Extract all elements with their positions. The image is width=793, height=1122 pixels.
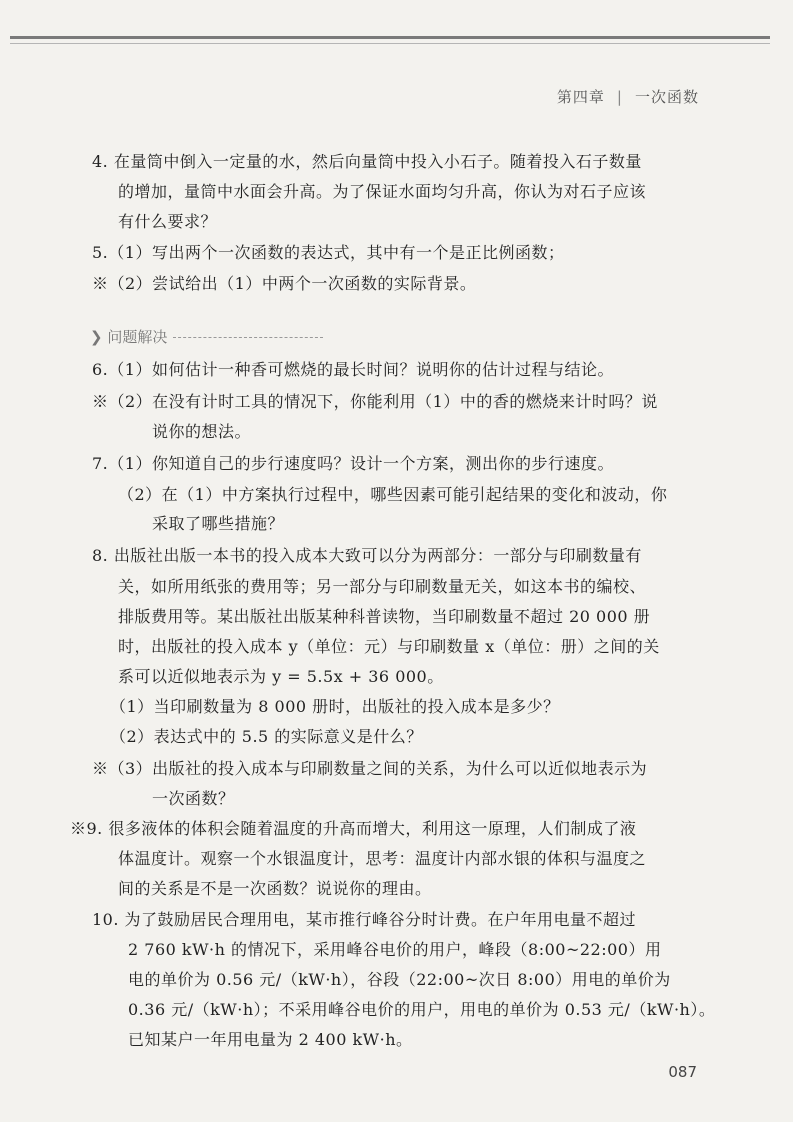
running-header xyxy=(557,86,699,107)
text-line: 已知某户一年用电量为 2 400 kW·h。 xyxy=(128,1030,413,1049)
text-line: 10. 为了鼓励居民合理用电，某市推行峰谷分时计费。在户年用电量不超过 xyxy=(92,910,637,929)
text-line: 关，如所用纸张的费用等；另一部分与印刷数量无关，如这本书的编校、 xyxy=(118,577,647,596)
section-heading xyxy=(90,326,323,347)
top-rule-thin xyxy=(10,43,770,44)
text-line: 2 760 kW·h 的情况下，采用峰谷电价的用户，峰段（8:00~22:00）用 xyxy=(128,940,662,959)
section-divider xyxy=(173,337,323,338)
header-separator: | xyxy=(616,88,623,106)
text-line: 时，出版社的投入成本 y（单位：元）与印刷数量 x（单位：册）之间的关 xyxy=(118,637,660,656)
top-rule xyxy=(10,36,770,39)
text-line: 系可以近似地表示为 y = 5.5x + 36 000。 xyxy=(118,667,444,686)
section-title: 问题解决 xyxy=(107,328,168,346)
text-line: 电的单价为 0.56 元/（kW·h），谷段（22:00~次日 8:00）用电的单价为 xyxy=(128,970,671,989)
text-line: 排版费用等。某出版社出版某种科普读物，当印刷数量不超过 20 000 册 xyxy=(118,607,651,626)
text-line: ※9. 很多液体的体积会随着温度的升高而增大，利用这一原理，人们制成了液 xyxy=(70,819,637,838)
text-line: ※（2）在没有计时工具的情况下，你能利用（1）中的香的燃烧来计时吗？说 xyxy=(92,392,658,411)
text-line: 4. 在量筒中倒入一定量的水，然后向量筒中投入小石子。随着投入石子数量 xyxy=(92,152,642,171)
text-line: （2）在（1）中方案执行过程中，哪些因素可能引起结果的变化和波动，你 xyxy=(118,485,668,504)
text-line: （2）表达式中的 5.5 的实际意义是什么？ xyxy=(110,727,423,746)
text-line: 有什么要求？ xyxy=(118,212,218,231)
text-line: 6.（1）如何估计一种香可燃烧的最长时间？说明你的估计过程与结论。 xyxy=(92,360,614,379)
text-line: 采取了哪些措施？ xyxy=(152,514,285,533)
text-line: 间的关系是不是一次函数？说说你的理由。 xyxy=(118,879,432,898)
text-line: 7.（1）你知道自己的步行速度吗？设计一个方案，测出你的步行速度。 xyxy=(92,454,614,473)
text-line: 的增加，量筒中水面会升高。为了保证水面均匀升高，你认为对石子应该 xyxy=(118,182,647,201)
text-line: 0.36 元/（kW·h）；不采用峰谷电价的用户，用电的单价为 0.53 元/（kW·h）。 xyxy=(128,1000,716,1019)
text-line: （1）当印刷数量为 8 000 册时，出版社的投入成本是多少？ xyxy=(110,697,560,716)
text-line: 5.（1）写出两个一次函数的表达式，其中有一个是正比例函数； xyxy=(92,243,565,262)
chapter-label: 第四章 xyxy=(556,88,605,106)
page-number: 087 xyxy=(668,1063,697,1081)
text-line: 一次函数？ xyxy=(152,789,235,808)
text-line: 8. 出版社出版一本书的投入成本大致可以分为两部分：一部分与印刷数量有 xyxy=(92,546,642,565)
text-line: 说你的想法。 xyxy=(152,422,252,441)
chevron-right-icon: ❯ xyxy=(90,328,103,346)
text-line: 体温度计。观察一个水银温度计，思考：温度计内部水银的体积与温度之 xyxy=(118,849,647,868)
text-line: ※（3）出版社的投入成本与印刷数量之间的关系，为什么可以近似地表示为 xyxy=(92,759,648,778)
chapter-title: 一次函数 xyxy=(634,88,699,106)
text-line: ※（2）尝试给出（1）中两个一次函数的实际背景。 xyxy=(92,274,477,293)
